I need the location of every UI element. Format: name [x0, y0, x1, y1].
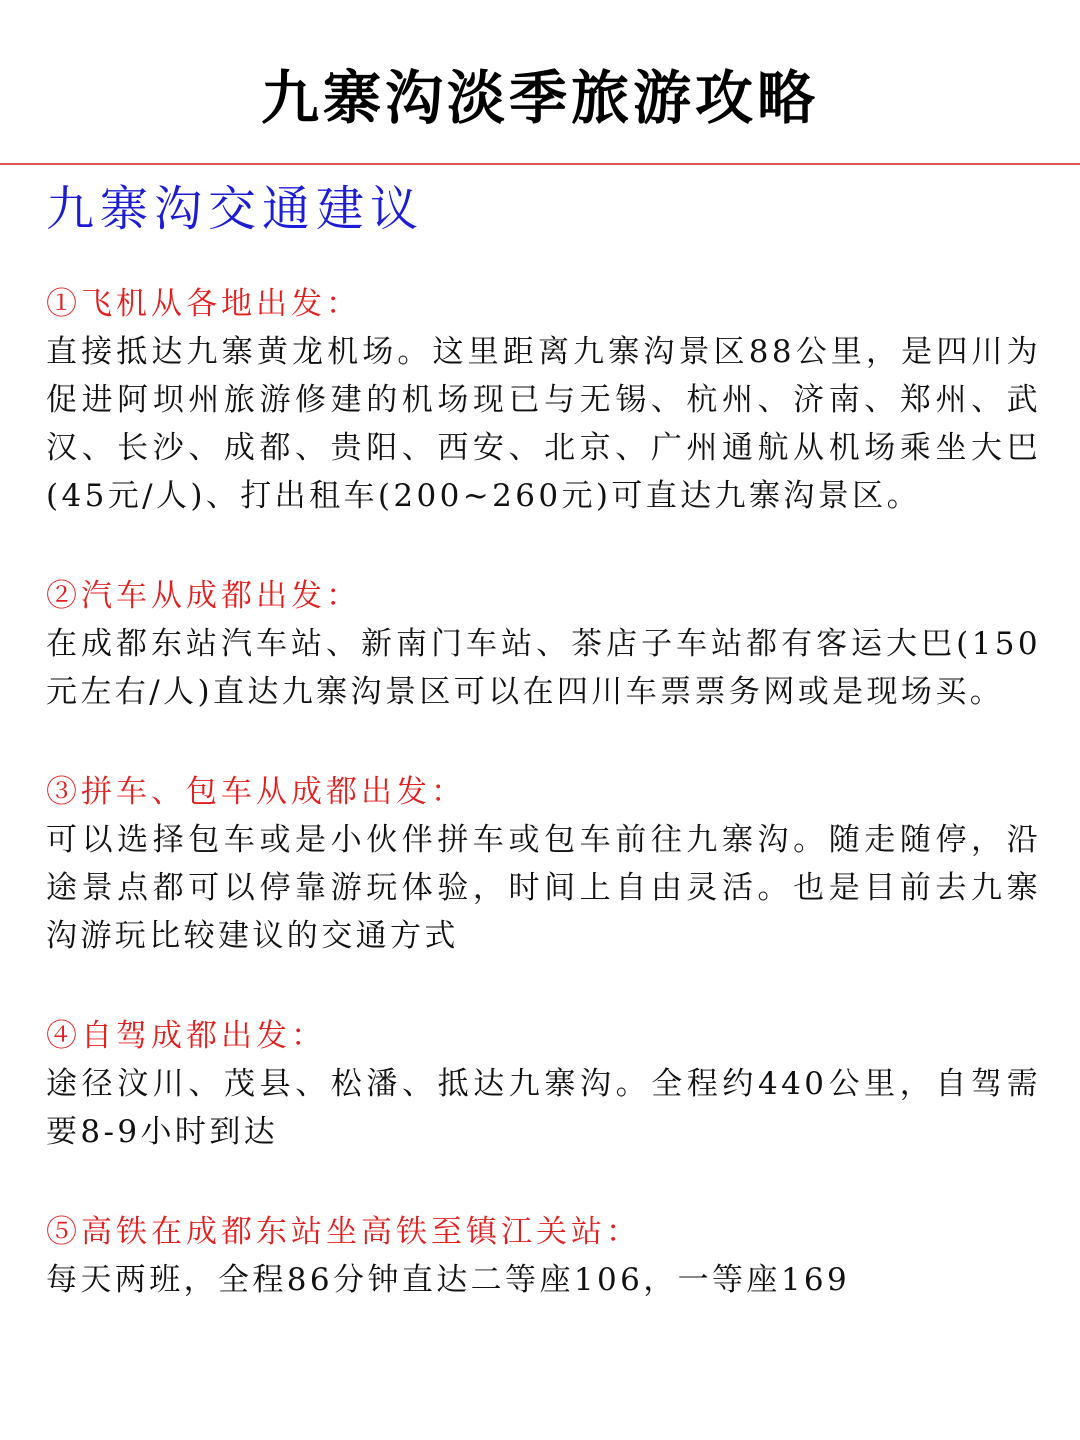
content	[46, 280, 1041, 1356]
section-title: 九寨沟交通建议	[46, 181, 425, 237]
item-body: 在成都东站汽车站、新南门车站、茶店子车站都有客运大巴(150元左右/人)直达九寨沟景区可以在四川车票票务网或是现场买。	[46, 626, 1041, 710]
item-body: 可以选择包车或是小伙伴拼车或包车前往九寨沟。随走随停，沿途景点都可以停靠游玩体验，时间上自由灵活。也是目前去九寨沟游玩比较建议的交通方式	[46, 822, 1041, 954]
item-body: 直接抵达九寨黄龙机场。这里距离九寨沟景区88公里，是四川为促进阿坝州旅游修建的机场现已与无锡、杭州、济南、郑州、武汉、长沙、成都、贵阳、西安、北京、广州通航从机场乘坐大巴(45元/人)、打出租车(200~260元)可直达九寨沟景区。	[46, 334, 1041, 514]
item-bus	[46, 572, 1041, 716]
title-divider	[0, 163, 1080, 165]
item-heading: ③拼车、包车从成都出发：	[46, 774, 466, 810]
item-body: 每天两班，全程86分钟直达二等座106，一等座169	[46, 1262, 851, 1298]
item-heading: ②汽车从成都出发：	[46, 578, 361, 614]
item-heading: ①飞机从各地出发：	[46, 286, 361, 322]
item-carpool	[46, 768, 1041, 960]
item-heading: ④自驾成都出发：	[46, 1018, 326, 1054]
page-title: 九寨沟淡季旅游攻略	[260, 64, 819, 132]
item-heading: ⑤高铁在成都东站坐高铁至镇江关站：	[46, 1214, 641, 1250]
item-self-drive	[46, 1012, 1041, 1156]
item-body: 途径汶川、茂县、松潘、抵达九寨沟。全程约440公里，自驾需要8-9小时到达	[46, 1066, 1041, 1150]
item-high-speed-rail	[46, 1208, 1041, 1304]
item-flight	[46, 280, 1041, 520]
